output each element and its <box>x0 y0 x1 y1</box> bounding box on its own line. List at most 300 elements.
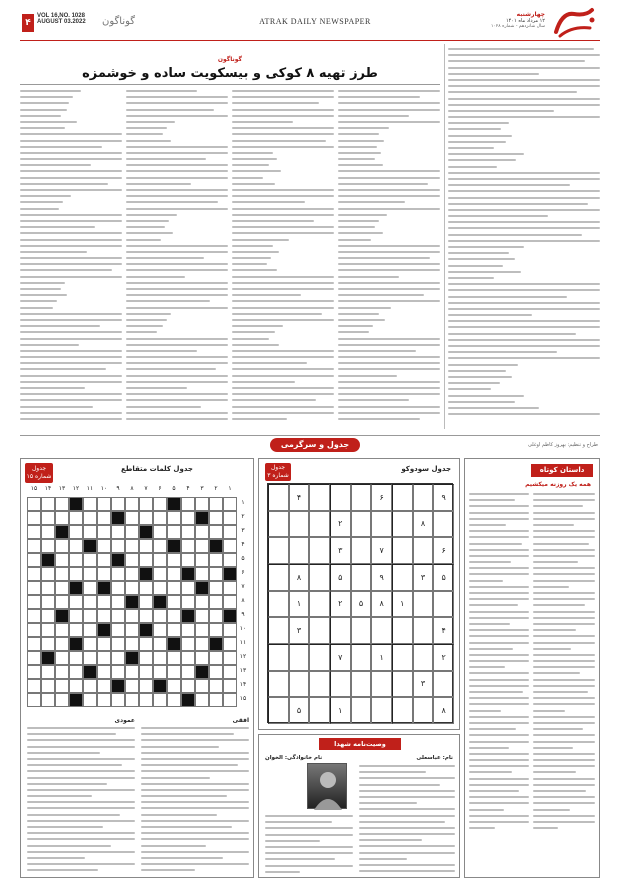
sudoku-cell[interactable]: ۱ <box>371 644 392 671</box>
crossword-cell[interactable] <box>167 553 181 567</box>
sudoku-cell[interactable]: ۹ <box>371 564 392 591</box>
crossword-cell[interactable] <box>209 623 223 637</box>
crossword-cell[interactable] <box>167 665 181 679</box>
crossword-cell[interactable] <box>139 665 153 679</box>
crossword-cell[interactable] <box>111 539 125 553</box>
crossword-cell[interactable] <box>55 511 69 525</box>
sudoku-cell[interactable] <box>392 644 413 671</box>
sudoku-cell[interactable] <box>371 671 392 698</box>
sudoku-cell[interactable] <box>392 617 413 644</box>
crossword-cell[interactable] <box>111 595 125 609</box>
crossword-cell[interactable] <box>223 511 237 525</box>
crossword-cell[interactable] <box>111 609 125 623</box>
crossword-cell[interactable] <box>83 567 97 581</box>
crossword-cell[interactable] <box>209 679 223 693</box>
crossword-cell[interactable] <box>167 511 181 525</box>
crossword-cell[interactable] <box>27 567 41 581</box>
crossword-cell[interactable] <box>83 553 97 567</box>
crossword-cell[interactable] <box>111 525 125 539</box>
sudoku-cell[interactable] <box>268 617 289 644</box>
crossword-cell[interactable] <box>69 665 83 679</box>
sudoku-cell[interactable] <box>309 644 330 671</box>
crossword-cell[interactable] <box>55 623 69 637</box>
crossword-cell[interactable] <box>153 693 167 707</box>
sudoku-cell[interactable] <box>309 537 330 564</box>
crossword-cell[interactable] <box>55 581 69 595</box>
crossword-black-cell <box>69 581 83 595</box>
crossword-cell[interactable] <box>27 581 41 595</box>
sudoku-cell[interactable] <box>268 671 289 698</box>
crossword-cell[interactable] <box>69 679 83 693</box>
crossword-cell[interactable] <box>153 511 167 525</box>
sudoku-cell[interactable]: ۳ <box>289 617 310 644</box>
crossword-cell[interactable] <box>125 497 139 511</box>
sudoku-cell[interactable] <box>268 511 289 538</box>
crossword-cell[interactable] <box>209 525 223 539</box>
crossword-cell[interactable] <box>181 665 195 679</box>
sudoku-cell[interactable] <box>289 644 310 671</box>
crossword-cell[interactable] <box>55 693 69 707</box>
crossword-cell[interactable] <box>27 539 41 553</box>
crossword-cell[interactable] <box>97 637 111 651</box>
sudoku-cell[interactable]: ۷ <box>371 537 392 564</box>
crossword-cell[interactable] <box>55 679 69 693</box>
crossword-cell[interactable] <box>27 623 41 637</box>
crossword-cell[interactable] <box>223 651 237 665</box>
crossword-cell[interactable] <box>139 539 153 553</box>
crossword-cell[interactable] <box>83 623 97 637</box>
sudoku-cell[interactable] <box>309 511 330 538</box>
crossword-cell[interactable] <box>55 651 69 665</box>
crossword-cell[interactable] <box>55 665 69 679</box>
sudoku-cell[interactable]: ۳ <box>330 537 351 564</box>
section-divider <box>20 435 600 436</box>
crossword-cell[interactable] <box>69 511 83 525</box>
article-column-3 <box>232 90 334 430</box>
crossword-cell[interactable] <box>125 553 139 567</box>
sudoku-cell[interactable] <box>268 484 289 511</box>
crossword-cell[interactable] <box>41 623 55 637</box>
article-column-4 <box>338 90 440 430</box>
crossword-cell[interactable] <box>83 637 97 651</box>
sudoku-cell[interactable]: ۲ <box>330 591 351 618</box>
crossword-cell[interactable] <box>153 581 167 595</box>
crossword-cell[interactable] <box>83 595 97 609</box>
crossword-cell[interactable] <box>139 609 153 623</box>
crossword-column-number: ۱ <box>228 485 232 492</box>
crossword-black-cell <box>153 595 167 609</box>
crossword-cell[interactable] <box>97 525 111 539</box>
crossword-cell[interactable] <box>139 511 153 525</box>
crossword-cell[interactable] <box>181 595 195 609</box>
crossword-cell[interactable] <box>125 693 139 707</box>
crossword-cell[interactable] <box>125 665 139 679</box>
crossword-cell[interactable] <box>41 511 55 525</box>
crossword-cell[interactable] <box>195 623 209 637</box>
crossword-cell[interactable] <box>69 567 83 581</box>
crossword-cell[interactable] <box>153 609 167 623</box>
crossword-cell[interactable] <box>209 609 223 623</box>
crossword-cell[interactable] <box>223 665 237 679</box>
crossword-cell[interactable] <box>167 567 181 581</box>
down-title: عمودی <box>114 717 135 724</box>
crossword-cell[interactable] <box>83 651 97 665</box>
crossword-cell[interactable] <box>125 539 139 553</box>
crossword-cell[interactable] <box>181 637 195 651</box>
sudoku-cell[interactable] <box>371 697 392 724</box>
sudoku-cell[interactable] <box>371 617 392 644</box>
sudoku-cell[interactable] <box>351 644 372 671</box>
martyr-title: وصیت‌نامه شهدا <box>334 740 386 748</box>
article-column-1 <box>20 90 122 430</box>
sudoku-cell[interactable] <box>392 511 413 538</box>
crossword-cell[interactable] <box>167 651 181 665</box>
crossword-cell[interactable] <box>195 553 209 567</box>
crossword-cell[interactable] <box>139 679 153 693</box>
crossword-row-number: ۱۱ <box>239 639 247 646</box>
crossword-cell[interactable] <box>139 651 153 665</box>
crossword-cell[interactable] <box>223 693 237 707</box>
crossword-cell[interactable] <box>209 651 223 665</box>
sudoku-cell[interactable] <box>351 511 372 538</box>
story-title: داستان کوتاه <box>539 466 585 474</box>
sudoku-cell[interactable]: ۵ <box>289 697 310 724</box>
crossword-cell[interactable] <box>111 567 125 581</box>
sudoku-cell[interactable]: ۳ <box>413 671 434 698</box>
crossword-cell[interactable] <box>111 651 125 665</box>
crossword-cell[interactable] <box>83 679 97 693</box>
sudoku-cell[interactable]: ۸ <box>433 697 454 724</box>
crossword-cell[interactable] <box>223 497 237 511</box>
crossword-cell[interactable] <box>41 497 55 511</box>
sudoku-grid <box>267 483 453 723</box>
sudoku-cell[interactable]: ۶ <box>371 484 392 511</box>
sudoku-cell[interactable] <box>330 671 351 698</box>
crossword-cell[interactable] <box>27 637 41 651</box>
crossword-cell[interactable] <box>97 497 111 511</box>
crossword-cell[interactable] <box>83 693 97 707</box>
sudoku-cell[interactable] <box>371 511 392 538</box>
crossword-cell[interactable] <box>41 679 55 693</box>
crossword-cell[interactable] <box>97 595 111 609</box>
crossword-cell[interactable] <box>69 623 83 637</box>
sudoku-cell[interactable] <box>268 591 289 618</box>
crossword-cell[interactable] <box>55 539 69 553</box>
crossword-cell[interactable] <box>27 595 41 609</box>
crossword-cell[interactable] <box>111 637 125 651</box>
header-rule <box>20 40 600 41</box>
crossword-cell[interactable] <box>181 623 195 637</box>
crossword-cell[interactable] <box>41 525 55 539</box>
crossword-cell[interactable] <box>153 637 167 651</box>
sudoku-cell[interactable]: ۱ <box>392 591 413 618</box>
crossword-cell[interactable] <box>69 539 83 553</box>
crossword-cell[interactable] <box>181 497 195 511</box>
sudoku-cell[interactable] <box>413 644 434 671</box>
crossword-cell[interactable] <box>27 609 41 623</box>
sudoku-cell[interactable] <box>413 484 434 511</box>
crossword-cell[interactable] <box>41 581 55 595</box>
crossword-cell[interactable] <box>223 539 237 553</box>
crossword-cell[interactable] <box>209 553 223 567</box>
crossword-black-cell <box>195 581 209 595</box>
crossword-cell[interactable] <box>195 693 209 707</box>
crossword-cell[interactable] <box>55 595 69 609</box>
crossword-cell[interactable] <box>27 665 41 679</box>
crossword-cell[interactable] <box>167 525 181 539</box>
crossword-cell[interactable] <box>55 553 69 567</box>
sudoku-cell[interactable] <box>268 564 289 591</box>
crossword-tab <box>25 463 53 483</box>
sudoku-cell[interactable] <box>309 671 330 698</box>
sudoku-cell[interactable] <box>289 671 310 698</box>
sudoku-cell[interactable]: ۲ <box>433 644 454 671</box>
crossword-cell[interactable] <box>41 567 55 581</box>
sudoku-cell[interactable]: ۱ <box>289 591 310 618</box>
crossword-cell[interactable] <box>97 679 111 693</box>
crossword-cell[interactable] <box>223 679 237 693</box>
crossword-cell[interactable] <box>209 497 223 511</box>
crossword-cell[interactable] <box>223 637 237 651</box>
crossword-cell[interactable] <box>195 679 209 693</box>
sudoku-tab <box>265 463 291 481</box>
sudoku-cell[interactable] <box>351 484 372 511</box>
crossword-cell[interactable] <box>209 511 223 525</box>
crossword-row-number: ۱ <box>241 499 245 506</box>
sudoku-cell[interactable] <box>351 671 372 698</box>
crossword-black-cell <box>69 693 83 707</box>
crossword-cell[interactable] <box>83 581 97 595</box>
crossword-cell[interactable] <box>153 567 167 581</box>
crossword-cell[interactable] <box>195 497 209 511</box>
sudoku-cell[interactable] <box>289 537 310 564</box>
sudoku-cell[interactable]: ۸ <box>413 511 434 538</box>
crossword-cell[interactable] <box>153 651 167 665</box>
sudoku-cell[interactable]: ۱ <box>330 697 351 724</box>
crossword-cell[interactable] <box>69 609 83 623</box>
sudoku-cell[interactable]: ۸ <box>371 591 392 618</box>
sudoku-cell[interactable]: ۶ <box>433 537 454 564</box>
crossword-cell[interactable] <box>41 609 55 623</box>
crossword-cell[interactable] <box>41 637 55 651</box>
crossword-cell[interactable] <box>97 539 111 553</box>
crossword-black-cell <box>195 665 209 679</box>
crossword-cell[interactable] <box>153 553 167 567</box>
crossword-cell[interactable] <box>111 665 125 679</box>
crossword-cell[interactable] <box>153 497 167 511</box>
sudoku-cell[interactable]: ۷ <box>330 644 351 671</box>
sudoku-cell[interactable]: ۴ <box>433 617 454 644</box>
crossword-cell[interactable] <box>209 693 223 707</box>
crossword-cell[interactable] <box>195 609 209 623</box>
crossword-cell[interactable] <box>181 581 195 595</box>
crossword-cell[interactable] <box>27 497 41 511</box>
sudoku-cell[interactable]: ۳ <box>413 564 434 591</box>
crossword-cell[interactable] <box>69 525 83 539</box>
crossword-cell[interactable] <box>27 679 41 693</box>
crossword-cell[interactable] <box>125 567 139 581</box>
crossword-cell[interactable] <box>181 553 195 567</box>
crossword-cell[interactable] <box>41 693 55 707</box>
crossword-cell[interactable] <box>83 609 97 623</box>
crossword-cell[interactable] <box>55 497 69 511</box>
crossword-cell[interactable] <box>195 595 209 609</box>
crossword-cell[interactable] <box>55 567 69 581</box>
crossword-cell[interactable] <box>181 679 195 693</box>
sudoku-cell[interactable] <box>392 671 413 698</box>
sudoku-cell[interactable]: ۵ <box>351 591 372 618</box>
date-block <box>485 11 545 29</box>
crossword-cell[interactable] <box>139 497 153 511</box>
crossword-cell[interactable] <box>125 581 139 595</box>
sudoku-cell[interactable] <box>392 484 413 511</box>
sudoku-cell[interactable]: ۵ <box>330 564 351 591</box>
crossword-cell[interactable] <box>195 651 209 665</box>
crossword-cell[interactable] <box>69 595 83 609</box>
crossword-cell[interactable] <box>195 539 209 553</box>
crossword-cell[interactable] <box>97 567 111 581</box>
crossword-cell[interactable] <box>167 623 181 637</box>
crossword-cell[interactable] <box>195 525 209 539</box>
sudoku-cell[interactable] <box>309 617 330 644</box>
crossword-cell[interactable] <box>97 609 111 623</box>
sudoku-cell[interactable] <box>392 564 413 591</box>
crossword-cell[interactable] <box>97 651 111 665</box>
crossword-cell[interactable] <box>41 539 55 553</box>
crossword-row-number: ۱۵ <box>239 695 247 702</box>
crossword-cell[interactable] <box>125 525 139 539</box>
sudoku-cell[interactable]: ۴ <box>289 484 310 511</box>
sudoku-cell[interactable] <box>413 591 434 618</box>
sudoku-cell[interactable] <box>330 484 351 511</box>
crossword-cell[interactable] <box>181 525 195 539</box>
crossword-cell[interactable] <box>55 637 69 651</box>
crossword-cell[interactable] <box>97 665 111 679</box>
crossword-cell[interactable] <box>111 497 125 511</box>
crossword-cell[interactable] <box>181 539 195 553</box>
crossword-cell[interactable] <box>223 553 237 567</box>
crossword-cell[interactable] <box>27 651 41 665</box>
crossword-black-cell <box>97 623 111 637</box>
crossword-cell[interactable] <box>139 637 153 651</box>
crossword-cell[interactable] <box>153 539 167 553</box>
crossword-cell[interactable] <box>139 595 153 609</box>
crossword-cell[interactable] <box>139 581 153 595</box>
sudoku-cell[interactable] <box>309 564 330 591</box>
sudoku-cell[interactable]: ۲ <box>330 511 351 538</box>
martyr-title-box <box>319 738 401 750</box>
sudoku-cell[interactable] <box>413 697 434 724</box>
sudoku-cell[interactable] <box>351 617 372 644</box>
crossword-grid <box>27 485 249 707</box>
crossword-cell[interactable] <box>111 693 125 707</box>
sudoku-cell[interactable] <box>413 617 434 644</box>
crossword-cell[interactable] <box>167 693 181 707</box>
crossword-cell[interactable] <box>223 581 237 595</box>
crossword-cell[interactable] <box>83 525 97 539</box>
headline-rule <box>20 84 440 85</box>
sudoku-cell[interactable] <box>309 591 330 618</box>
crossword-black-cell <box>125 651 139 665</box>
crossword-cell[interactable] <box>209 567 223 581</box>
crossword-cell[interactable] <box>69 651 83 665</box>
crossword-cell[interactable] <box>181 651 195 665</box>
sudoku-cell[interactable] <box>289 511 310 538</box>
sudoku-cell[interactable] <box>392 697 413 724</box>
crossword-cell[interactable] <box>195 637 209 651</box>
sudoku-cell[interactable] <box>433 671 454 698</box>
crossword-cell[interactable] <box>153 665 167 679</box>
crossword-cell[interactable] <box>125 679 139 693</box>
sudoku-cell[interactable] <box>309 484 330 511</box>
sudoku-cell[interactable] <box>330 617 351 644</box>
crossword-cell[interactable] <box>97 511 111 525</box>
crossword-cell[interactable] <box>41 665 55 679</box>
sudoku-cell[interactable] <box>433 591 454 618</box>
crossword-cell[interactable] <box>153 623 167 637</box>
crossword-cell[interactable] <box>125 511 139 525</box>
crossword-cell[interactable] <box>153 525 167 539</box>
crossword-cell[interactable] <box>27 553 41 567</box>
sudoku-cell[interactable] <box>433 511 454 538</box>
sudoku-cell[interactable]: ۵ <box>433 564 454 591</box>
sudoku-cell[interactable] <box>351 697 372 724</box>
crossword-cell[interactable] <box>167 581 181 595</box>
crossword-cell[interactable] <box>223 525 237 539</box>
sudoku-cell[interactable] <box>351 537 372 564</box>
sudoku-cell[interactable] <box>413 537 434 564</box>
crossword-cell[interactable] <box>97 693 111 707</box>
sudoku-cell[interactable] <box>392 537 413 564</box>
crossword-cell[interactable] <box>167 595 181 609</box>
crossword-cell[interactable] <box>69 553 83 567</box>
sudoku-cell[interactable] <box>268 644 289 671</box>
crossword-cell[interactable] <box>209 595 223 609</box>
crossword-cell[interactable] <box>139 693 153 707</box>
crossword-cell[interactable] <box>97 553 111 567</box>
crossword-cell[interactable] <box>125 637 139 651</box>
crossword-cell[interactable] <box>27 693 41 707</box>
sudoku-cell[interactable] <box>268 537 289 564</box>
crossword-cell[interactable] <box>111 623 125 637</box>
crossword-cell[interactable] <box>223 595 237 609</box>
crossword-black-cell <box>223 567 237 581</box>
crossword-black-cell <box>83 539 97 553</box>
sudoku-cell[interactable]: ۹ <box>433 484 454 511</box>
crossword-cell[interactable] <box>209 665 223 679</box>
crossword-cell[interactable] <box>83 497 97 511</box>
sudoku-cell[interactable] <box>268 697 289 724</box>
crossword-cell[interactable] <box>209 581 223 595</box>
crossword-cell[interactable] <box>125 623 139 637</box>
crossword-cell[interactable] <box>223 623 237 637</box>
sudoku-cell[interactable]: ۸ <box>289 564 310 591</box>
sudoku-cell[interactable] <box>351 564 372 591</box>
crossword-cell[interactable] <box>27 511 41 525</box>
crossword-cell[interactable] <box>139 553 153 567</box>
crossword-cell[interactable] <box>125 609 139 623</box>
sudoku-cell[interactable] <box>309 697 330 724</box>
crossword-cell[interactable] <box>181 511 195 525</box>
crossword-cell[interactable] <box>167 609 181 623</box>
crossword-cell[interactable] <box>167 679 181 693</box>
crossword-cell[interactable] <box>195 567 209 581</box>
crossword-column-number: ۹ <box>116 485 120 492</box>
crossword-cell[interactable] <box>111 581 125 595</box>
crossword-cell[interactable] <box>83 511 97 525</box>
crossword-cell[interactable] <box>41 595 55 609</box>
crossword-cell[interactable] <box>27 525 41 539</box>
